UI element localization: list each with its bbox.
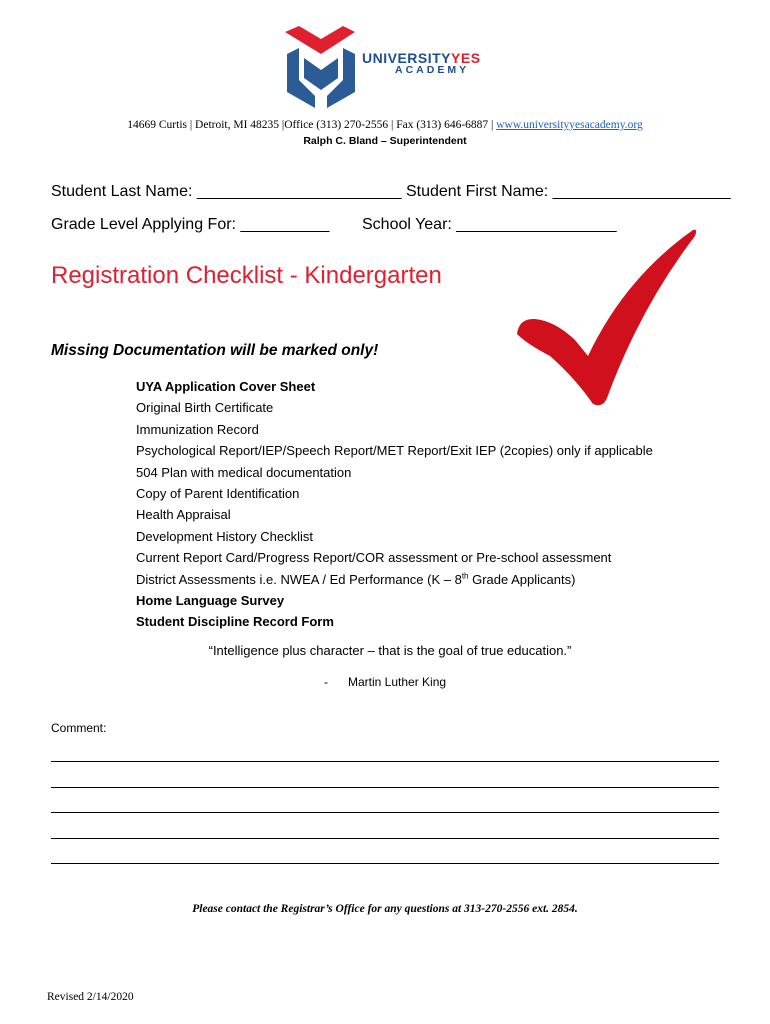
comment-line[interactable] [51,761,719,762]
address-line [0,119,770,131]
academy-logo-icon [285,26,357,108]
website-link[interactable]: www.universityyesacademy.org [496,119,643,131]
comment-line[interactable] [51,863,719,864]
logo-wordmark-academy: ACADEMY [395,64,470,76]
comment-label: Comment: [51,721,107,735]
checklist-title: Registration Checklist - Kindergarten [51,262,442,289]
checklist-item: Home Language Survey [136,592,285,608]
checklist-item: Health Appraisal [136,507,231,523]
checklist-item: Immunization Record [136,421,259,437]
checklist-item: UYA Application Cover Sheet [136,379,316,394]
address-text: 14669 Curtis | Detroit, MI 48235 |Office (313) 270-2556 | Fax (313) 646-6887 | [127,119,494,131]
registrar-contact-note: Please contact the Registrar’s Office for any questions at 313-270-2556 ext. 2854. [192,903,578,915]
superintendent-line: Ralph C. Bland – Superintendent [303,135,467,147]
checklist-item: 504 Plan with medical documentation [136,464,352,480]
quote-author: Martin Luther King [348,675,447,689]
checklist-item: Original Birth Certificate [136,400,274,416]
quote-text: “Intelligence plus character – that is the goal of true education.” [208,643,572,658]
checklist-item: Current Report Card/Progress Report/COR assessment or Pre-school assessment [136,550,612,566]
logo-wordmark-university-yes: UNIVERSITYYES [362,50,481,66]
comment-line[interactable] [51,812,719,813]
checklist-item: Psychological Report/IEP/Speech Report/MET Report/Exit IEP (2copies) only if applicable [136,443,653,459]
checklist-item: Development History Checklist [136,528,314,544]
comment-line[interactable] [51,838,719,839]
checklist-item: Student Discipline Record Form [136,614,334,630]
checklist-items [136,376,653,633]
school-year-field: School Year: __________________ [362,216,617,233]
comment-line[interactable] [51,787,719,788]
grade-level-field: Grade Level Applying For: __________ [51,216,330,233]
student-name-fields: Student Last Name: _______________________ Student First Name: ____________________ [51,183,731,200]
quote-dash: - [324,675,328,689]
revised-date: Revised 2/14/2020 [47,991,134,1003]
checklist-item-district-assessments: District Assessments i.e. NWEA / Ed Performance (K – 8th Grade Applicants) [136,571,576,587]
checklist-item: Copy of Parent Identification [136,485,300,501]
missing-documentation-note: Missing Documentation will be marked only! [51,342,379,359]
